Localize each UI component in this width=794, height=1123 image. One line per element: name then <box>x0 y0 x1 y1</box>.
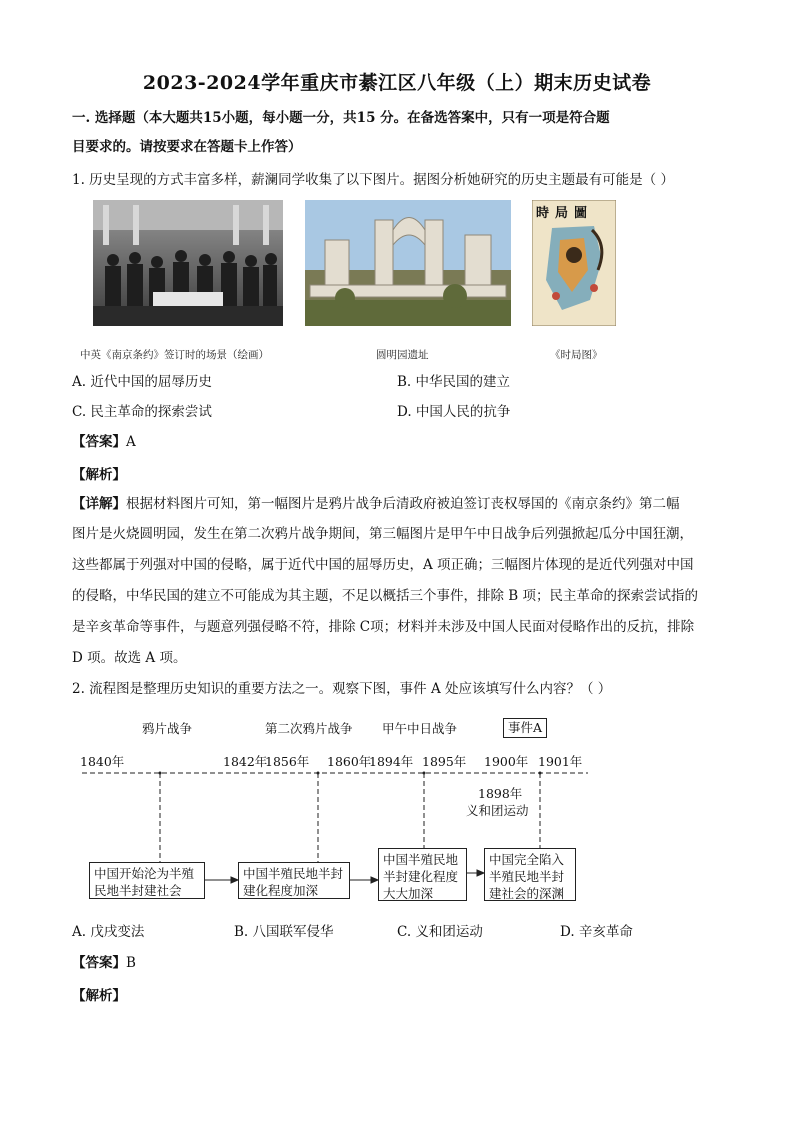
flow-box-1: 中国开始沦为半殖民地半封建社会 <box>89 862 205 899</box>
q1-option-a: A. 近代中国的屈辱历史 <box>72 374 212 390</box>
q2-option-d: D. 辛亥革命 <box>560 924 633 940</box>
q2-option-b: B. 八国联军侵华 <box>234 924 334 940</box>
year-1840: 1840年 <box>80 754 125 769</box>
detail-tag: 【详解】 <box>72 496 126 512</box>
flow-box-3: 中国半殖民地半封建化程度大大加深 <box>378 848 467 901</box>
q1-detail-line-4: 的侵略，中华民国的建立不可能成为其主题，不足以概括三个事件，排除 B 项；民主革命的探索尝试指的 <box>72 588 699 604</box>
q1-option-c: C. 民主革命的探索尝试 <box>72 404 212 420</box>
answer-tag: 【答案】 <box>72 955 126 971</box>
q1-analysis-tag: 【解析】 <box>72 467 126 483</box>
year-1900: 1900年 <box>484 754 529 769</box>
event-a-box: 事件A <box>503 718 547 738</box>
note-year-1898: 1898年 <box>478 786 523 801</box>
caption-treaty: 中英《南京条约》签订时的场景（绘画） <box>80 349 269 361</box>
flow-box-4: 中国完全陷入半殖民地半封建社会的深渊 <box>484 848 576 901</box>
q1-detail-line-1: 【详解】根据材料图片可知，第一幅图片是鸦片战争后清政府被迫签订丧权辱国的《南京条约》第二幅 <box>72 496 680 512</box>
caption-map: 《时局图》 <box>550 349 603 361</box>
q2-answer-value: B <box>126 955 136 971</box>
year-1856: 1856年 <box>265 754 310 769</box>
year-1901: 1901年 <box>538 754 583 769</box>
q1-answer-value: A <box>126 434 136 450</box>
caption-ruins: 圆明园遗址 <box>376 349 429 361</box>
flow-box-2: 中国半殖民地半封建化程度加深 <box>238 862 350 899</box>
event-second-opium-war: 第二次鸦片战争 <box>265 721 353 736</box>
q1-option-b: B. 中华民国的建立 <box>397 374 511 390</box>
year-1860: 1860年 <box>327 754 372 769</box>
q1-option-d: D. 中国人民的抗争 <box>397 404 511 420</box>
q1-detail-line-2: 图片是火烧圆明园，发生在第二次鸦片战争期间，第三幅图片是甲午中日战争后列强掀起瓜分中国狂潮， <box>72 526 693 542</box>
page-title: 2023-2024学年重庆市綦江区八年级（上）期末历史试卷 <box>142 72 652 94</box>
q2-stem: 2. 流程图是整理历史知识的重要方法之一。观察下图，事件 A 处应该填写什么内容？（ ） <box>72 681 612 697</box>
note-boxer-movement: 义和团运动 <box>466 803 529 818</box>
q1-detail-line-6: D 项。故选 A 项。 <box>72 650 187 666</box>
year-1842: 1842年 <box>223 754 268 769</box>
q2-answer <box>72 951 136 971</box>
q2-option-a: A. 戊戌变法 <box>72 924 145 940</box>
answer-tag: 【答案】 <box>72 434 126 450</box>
q1-detail-line-3: 这些都属于列强对中国的侵略，属于近代中国的屈辱历史，A 项正确；三幅图片体现的是近代列强对中国 <box>72 557 694 573</box>
section-heading-line-2: 目要求的。请按要求在答题卡上作答） <box>72 139 302 155</box>
event-sino-japanese-war: 甲午中日战争 <box>382 721 458 736</box>
q1-detail-line-5: 是辛亥革命等事件，与题意列强侵略不符，排除 C项；材料并未涉及中国人民面对侵略作出的反抗，排除 <box>72 619 695 635</box>
q2-option-c: C. 义和团运动 <box>397 924 483 940</box>
q2-analysis-tag: 【解析】 <box>72 988 126 1004</box>
event-opium-war: 鸦片战争 <box>142 721 193 736</box>
year-1895: 1895年 <box>422 754 467 769</box>
q1-stem: 1. 历史呈现的方式丰富多样，薪澜同学收集了以下图片。据图分析她研究的历史主题最有可能是（ ） <box>72 172 674 188</box>
year-1894: 1894年 <box>369 754 414 769</box>
section-heading-line-1: 一. 选择题（本大题共15小题，每小题一分，共15 分。在备选答案中，只有一项是符合题 <box>72 110 610 126</box>
map-title: 時局圖 <box>536 206 594 221</box>
